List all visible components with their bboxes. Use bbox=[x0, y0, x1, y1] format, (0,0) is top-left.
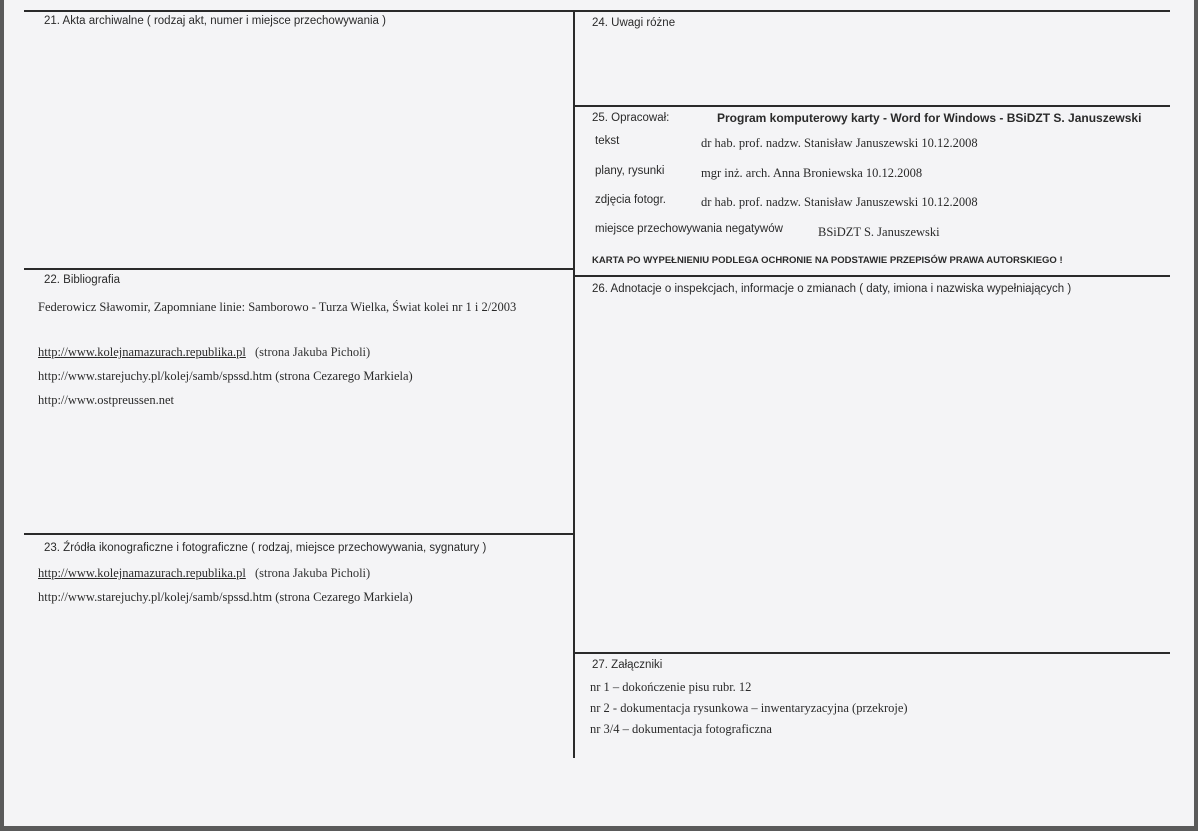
program-info: Program komputerowy karty - Word for Windows - BSiDZT S. Januszewski bbox=[717, 111, 1142, 125]
iconography-link[interactable]: http://www.kolejnamazurach.republika.pl bbox=[38, 566, 246, 580]
rule-26 bbox=[574, 275, 1170, 277]
bibliography-entry: http://www.ostpreussen.net bbox=[38, 393, 174, 407]
bibliography-entry: Federowicz Sławomir, Zapomniane linie: Samborowo - Turza Wielka, Świat kolei nr 1 i 2/2003 bbox=[38, 300, 517, 314]
author-role-label: miejsce przechowywania negatywów bbox=[595, 223, 783, 235]
rule-22 bbox=[24, 268, 574, 270]
author-role-label: zdjęcia fotogr. bbox=[595, 194, 666, 206]
column-divider bbox=[573, 10, 575, 758]
section-25-heading: 25. Opracował: bbox=[592, 112, 670, 124]
bibliography-link-row bbox=[38, 345, 370, 360]
attachment-item: nr 2 - dokumentacja rysunkowa – inwentaryzacyjna (przekroje) bbox=[590, 701, 908, 715]
bibliography-entry: http://www.starejuchy.pl/kolej/samb/spssd.htm (strona Cezarego Markiela) bbox=[38, 369, 413, 383]
section-22-heading: 22. Bibliografia bbox=[44, 274, 121, 286]
attachment-item: nr 3/4 – dokumentacja fotograficzna bbox=[590, 722, 772, 736]
rule-23 bbox=[24, 533, 574, 535]
bibliography-link-note: (strona Jakuba Picholi) bbox=[254, 345, 371, 359]
iconography-link-note: (strona Jakuba Picholi) bbox=[254, 566, 371, 580]
copyright-notice: KARTA PO WYPEŁNIENIU PODLEGA OCHRONIE NA PODSTAWIE PRZEPISÓW PRAWA AUTORSKIEGO ! bbox=[592, 255, 1063, 266]
author-role-value: dr hab. prof. nadzw. Stanisław Januszewski 10.12.2008 bbox=[701, 195, 978, 209]
author-role-value: mgr inż. arch. Anna Broniewska 10.12.2008 bbox=[701, 166, 923, 180]
top-rule bbox=[24, 10, 1170, 12]
rule-27 bbox=[574, 652, 1170, 654]
author-role-label: tekst bbox=[595, 135, 620, 147]
section-24-heading: 24. Uwagi różne bbox=[592, 17, 676, 29]
author-role-value: dr hab. prof. nadzw. Stanisław Januszewski 10.12.2008 bbox=[701, 136, 978, 150]
author-role-value: BSiDZT S. Januszewski bbox=[818, 225, 940, 239]
record-card-page bbox=[4, 0, 1194, 826]
iconography-entry: http://www.starejuchy.pl/kolej/samb/spssd.htm (strona Cezarego Markiela) bbox=[38, 590, 413, 604]
section-27-heading: 27. Załączniki bbox=[592, 659, 663, 671]
bibliography-link[interactable]: http://www.kolejnamazurach.republika.pl bbox=[38, 345, 246, 359]
attachment-item: nr 1 – dokończenie pisu rubr. 12 bbox=[590, 680, 752, 694]
section-23-heading: 23. Źródła ikonograficzne i fotograficzne ( rodzaj, miejsce przechowywania, sygnatury ) bbox=[44, 542, 487, 554]
author-role-label: plany, rysunki bbox=[595, 165, 665, 177]
section-21-heading: 21. Akta archiwalne ( rodzaj akt, numer i miejsce przechowywania ) bbox=[44, 15, 386, 27]
rule-25 bbox=[574, 105, 1170, 107]
iconography-link-row bbox=[38, 566, 370, 581]
section-26-heading: 26. Adnotacje o inspekcjach, informacje o zmianach ( daty, imiona i nazwiska wypełniających ) bbox=[592, 283, 1072, 295]
